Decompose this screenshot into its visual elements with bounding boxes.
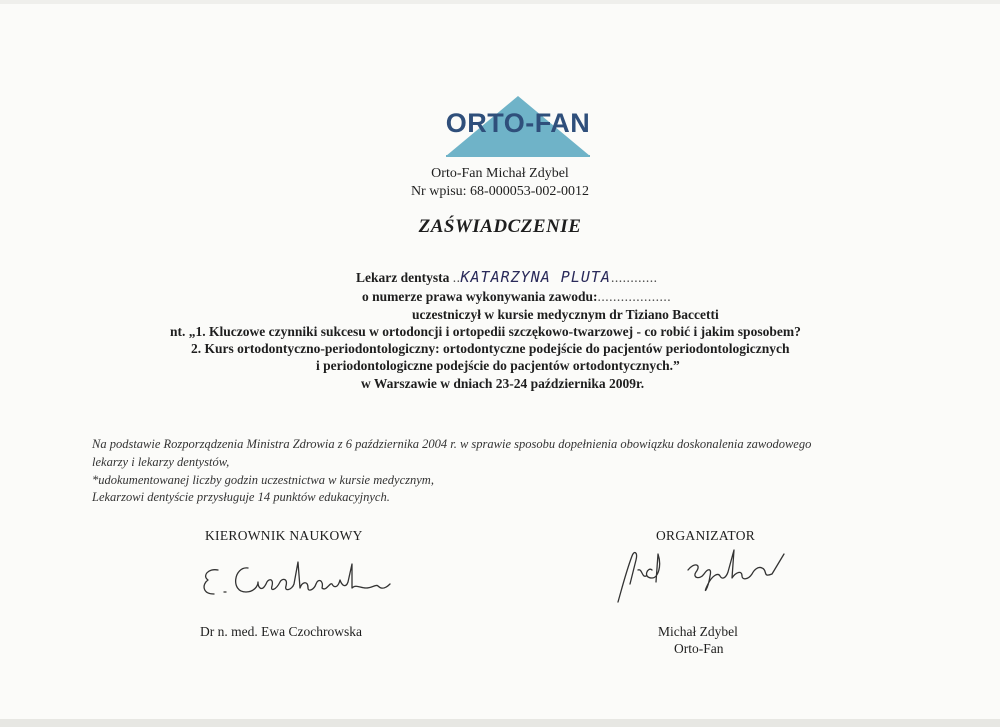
logo-text: ORTO-FAN bbox=[445, 108, 591, 138]
orto-fan-logo bbox=[438, 94, 598, 158]
legal-line-2: lekarzy i lekarzy dentystów, bbox=[92, 455, 230, 469]
scan-edge-top bbox=[0, 0, 1000, 4]
scan-edge-bottom bbox=[0, 719, 1000, 727]
scientific-director-role: KIEROWNIK NAUKOWY bbox=[205, 528, 363, 543]
topic-line-2a: 2. Kurs ortodontyczno-periodontologiczny: ortodontyczne podejście do pacjentów periodontologicznych bbox=[191, 341, 790, 356]
company-name: Orto-Fan Michał Zdybel bbox=[431, 166, 569, 181]
license-dots: ................... bbox=[597, 289, 672, 304]
topic-line-2b: i periodontologiczne podejście do pacjentów ortodontycznych.” bbox=[316, 358, 680, 373]
dentist-dots: .. bbox=[452, 270, 461, 285]
license-label: o numerze prawa wykonywania zawodu: bbox=[362, 289, 598, 304]
legal-line-1: Na podstawie Rozporządzenia Ministra Zdrowia z 6 października 2004 r. w sprawie sposobu dopełnienia obowiązku doskonalenia zawodowego bbox=[92, 437, 812, 451]
topic-line-1: nt. „1. Kluczowe czynniki sukcesu w ortodoncji i ortopedii szczękowo-twarzowej - co robić i jakim sposobem? bbox=[170, 324, 801, 339]
dentist-trailing-dots: ............ bbox=[610, 270, 658, 285]
organizer-signature bbox=[612, 544, 792, 608]
dentist-line bbox=[356, 268, 657, 286]
location-date-line: w Warszawie w dniach 23-24 października 2009r. bbox=[361, 376, 645, 391]
organizer-role: ORGANIZATOR bbox=[656, 528, 756, 543]
dentist-label: Lekarz dentysta bbox=[356, 270, 450, 285]
organizer-name: Michał Zdybel bbox=[658, 624, 738, 639]
dentist-name-handwritten: KATARZYNA PLUTA bbox=[460, 268, 611, 286]
document-title: ZAŚWIADCZENIE bbox=[418, 216, 582, 237]
registry-number: Nr wpisu: 68-000053-002-0012 bbox=[410, 184, 590, 199]
scientific-director-name: Dr n. med. Ewa Czochrowska bbox=[200, 624, 362, 639]
scientific-director-signature bbox=[196, 558, 396, 606]
organizer-org: Orto-Fan bbox=[674, 641, 724, 656]
participation-line: uczestniczył w kursie medycznym dr Tiziano Baccetti bbox=[412, 307, 719, 322]
legal-line-4: Lekarzowi dentyście przysługuje 14 punktów edukacyjnych. bbox=[92, 490, 390, 504]
license-line bbox=[362, 289, 671, 305]
legal-line-3: *udokumentowanej liczby godzin uczestnictwa w kursie medycznym, bbox=[92, 473, 434, 487]
